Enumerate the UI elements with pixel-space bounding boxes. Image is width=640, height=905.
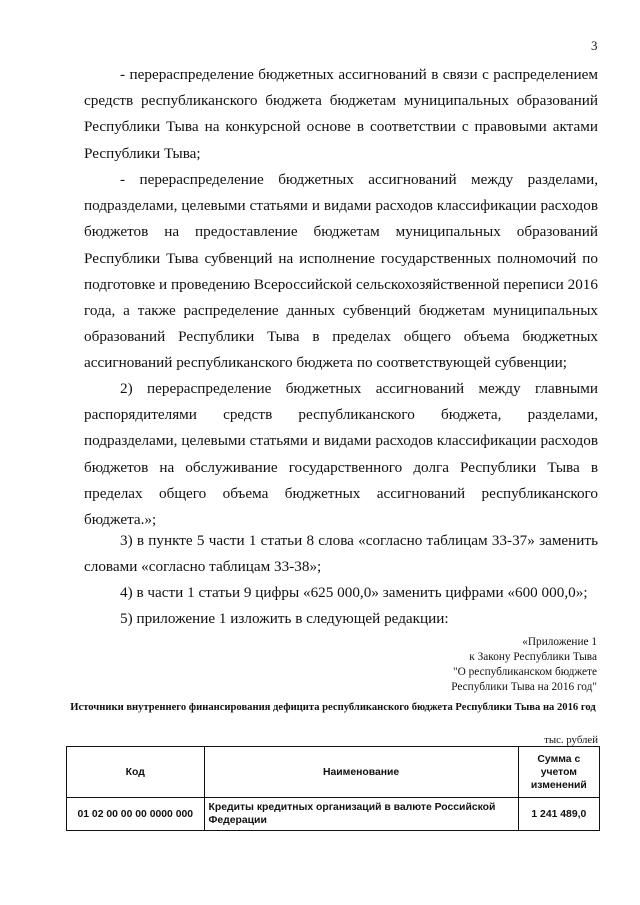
paragraph-6: 5) приложение 1 изложить в следующей редакции: [120,610,449,627]
paragraph-3: 2) перераспределение бюджетных ассигнований между главными распорядителями средств республиканского бюджета, разделами, подразделами, целевыми статьями и видами расходов классификации расходов бюджетов на обслуживание государственного долга Республики Тыва в пределах общего объема бюджетных ассигнований республиканского бюджета.»; [84,380,598,529]
units-label: тыс. рублей [544,734,598,746]
table-row [67,798,600,831]
cell-code: 01 02 00 00 00 0000 000 [67,798,205,831]
paragraph-1: - перераспределение бюджетных ассигнований в связи с распределением средств республиканского бюджета бюджетам муниципальных образований Республики Тыва на конкурсной основе в соответствии с правовыми актами Республики Тыва; [84,66,598,162]
header-name: Наименование [204,747,518,798]
header-code: Код [67,747,205,798]
appendix-note-line: «Приложение 1 [522,636,597,648]
header-sum: Сумма с учетом изменений [518,747,599,798]
table-header-row [67,747,600,798]
paragraph-2: - перераспределение бюджетных ассигнований между разделами, подразделами, целевыми статьями и видами расходов классификации расходов бюджетов на предоставление бюджетам муниципальных образований Республики Тыва субвенций на исполнение государственных полномочий по подготовке и проведению Всероссийской сельскохозяйственной переписи 2016 года, а также распределение данных субвенций бюджетам муниципальных образований Республики Тыва в пределах общего объема бюджетных ассигнований республиканского бюджета по соответствующей субвенции; [84,171,598,372]
appendix-note-line: Республики Тыва на 2016 год" [451,681,597,693]
cell-name: Кредиты кредитных организаций в валюте Российской Федерации [204,798,518,831]
appendix-note [337,635,597,695]
page-number: 3 [591,38,598,53]
table-title: Источники внутреннего финансирования дефицита республиканского бюджета Республики Тыва на 2016 год [70,702,596,713]
paragraph-5: 4) в части 1 статьи 9 цифры «625 000,0» заменить цифрами «600 000,0»; [120,584,588,601]
appendix-note-line: "О республиканском бюджете [453,666,597,678]
paragraph-4: 3) в пункте 5 части 1 статьи 8 слова «согласно таблицам 33-37» заменить словами «согласно таблицам 33-38»; [84,532,598,576]
cell-sum: 1 241 489,0 [518,798,599,831]
appendix-note-line: к Закону Республики Тыва [469,651,597,663]
financing-sources-table [66,746,600,831]
